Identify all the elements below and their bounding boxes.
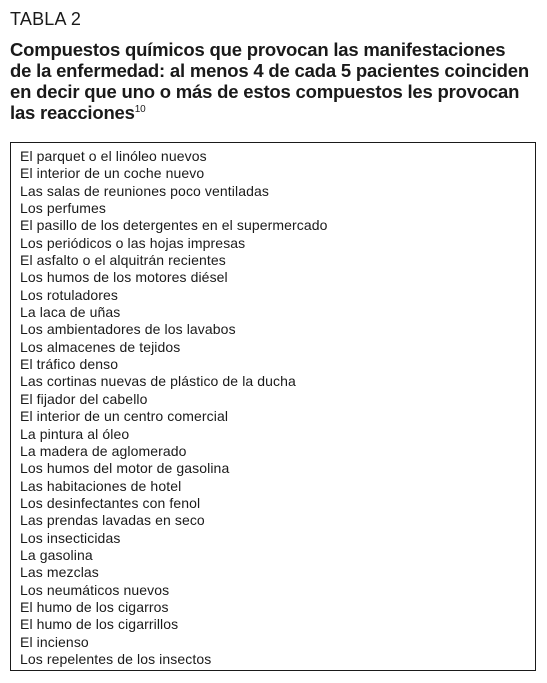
list-item: Los neumáticos nuevos [20,581,170,598]
list-item: La gasolina [20,546,93,563]
list-item: Los ambientadores de los lavabos [20,321,236,338]
list-item: Los humos de los motores diésel [20,269,228,286]
list-item: El humo de los cigarros [20,598,169,615]
list-item: Los almacenes de tejidos [20,338,181,355]
document [10,0,538,667]
list-item: La pintura al óleo [20,425,130,442]
table-title-text: Compuestos químicos que provocan las manifestaciones de la enfermedad: al menos 4 de cada 5 pacientes coinciden en decir que uno o más de estos compuestos les provocan las reacciones [10,39,529,123]
list-item: El asfalto o el alquitrán recientes [20,252,226,269]
list-item: Las prendas lavadas en seco [20,512,205,529]
list-item: La laca de uñas [20,304,121,321]
list-item: El parquet o el linóleo nuevos [20,148,207,164]
list-item: El tráfico denso [20,356,119,373]
list-item: Los rotuladores [20,286,119,303]
list-item: Los periódicos o las hojas impresas [20,234,246,251]
list-item: Los perfumes [20,200,107,217]
reference-superscript: 10 [134,103,146,115]
list-item: El interior de un centro comercial [20,408,229,425]
compounds-list [20,148,535,668]
list-item: Las habitaciones de hotel [20,477,182,494]
table-label: TABLA 2 [10,9,82,29]
list-item: Las mezclas [20,564,99,581]
list-item: Los repelentes de los insectos [20,650,212,667]
list-item: Las salas de reuniones poco ventiladas [20,182,269,199]
list-item: Las cortinas nuevas de plástico de la ducha [20,373,296,390]
list-item: La madera de aglomerado [20,442,187,459]
compounds-table [10,142,536,671]
list-item: El incienso [20,633,89,650]
list-item: El humo de los cigarrillos [20,616,179,633]
list-item: Los desinfectantes con fenol [20,494,201,511]
list-item: El interior de un coche nuevo [20,165,205,182]
list-item: Los insecticidas [20,529,121,546]
list-item: El pasillo de los detergentes en el supermercado [20,217,328,234]
list-item: Los humos del motor de gasolina [20,460,230,477]
list-item: El fijador del cabello [20,390,148,407]
table-title [10,39,530,123]
